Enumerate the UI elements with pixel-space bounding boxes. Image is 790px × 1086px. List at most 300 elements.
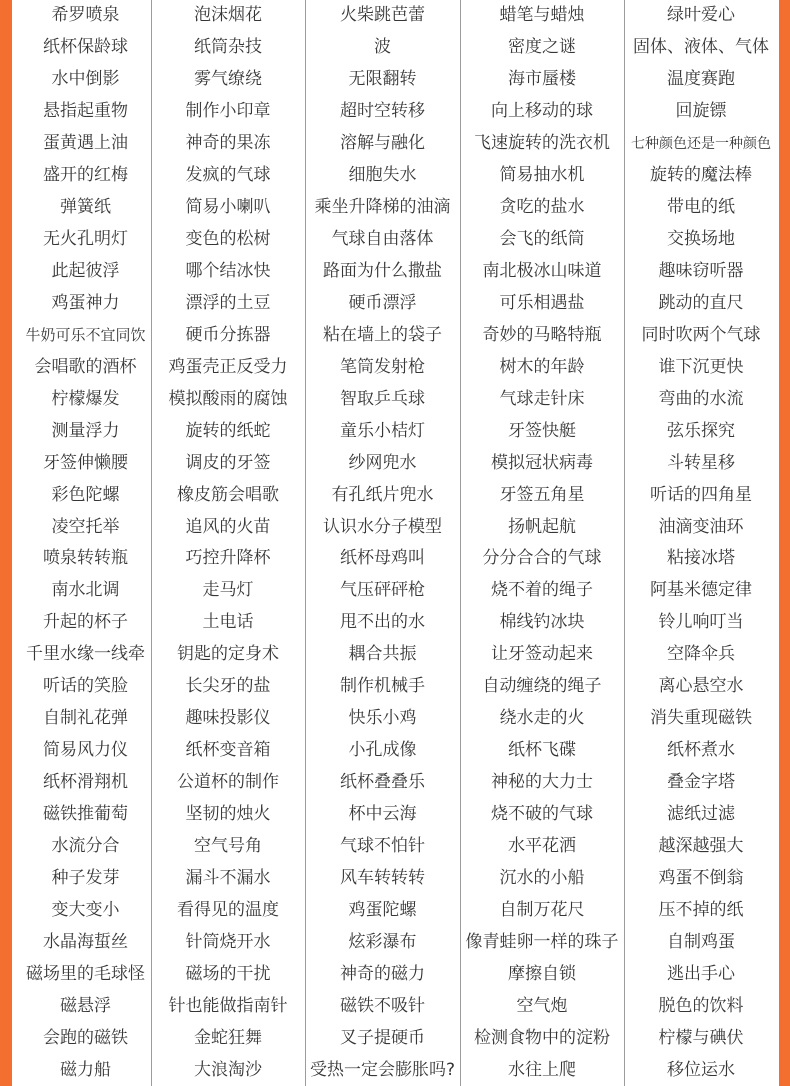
table-cell: [460, 479, 624, 511]
table-cell: [20, 990, 151, 1022]
table-cell: [151, 160, 305, 192]
table-cell: [624, 703, 778, 735]
experiment-name: 棉线钓冰块: [499, 612, 585, 633]
experiment-name: 蜡笔与蜡烛: [499, 5, 585, 26]
experiment-name: 鸡蛋陀螺: [348, 899, 417, 920]
experiment-name: 土电话: [202, 612, 254, 633]
table-cell: [624, 639, 778, 671]
experiment-name: 发疯的气球: [185, 165, 271, 186]
table-cell: [305, 287, 460, 319]
table-cell: [460, 128, 624, 160]
table-cell: [460, 32, 624, 64]
experiment-name: 奇妙的马略特瓶: [482, 324, 602, 345]
experiment-name: 牙签快艇: [508, 420, 576, 441]
table-cell: [624, 735, 778, 767]
table-cell: [20, 192, 151, 224]
table-cell: [20, 607, 151, 639]
table-cell: [460, 990, 624, 1022]
experiment-name: 看得见的温度: [177, 899, 279, 920]
experiment-name: 巧控升降杯: [185, 548, 271, 569]
experiment-name: 可乐相遇盐: [499, 292, 585, 313]
table-cell: [460, 96, 624, 128]
table-cell: [305, 224, 460, 256]
table-cell: [20, 351, 151, 383]
experiment-name: 长尖牙的盐: [185, 676, 271, 697]
experiment-name: 大浪淘沙: [194, 1059, 262, 1080]
experiment-name: 追风的火苗: [185, 516, 271, 537]
table-cell: [151, 511, 305, 543]
experiment-name: 南水北调: [51, 580, 120, 601]
experiment-name: 纸杯煮水: [667, 740, 735, 761]
table-cell: [151, 479, 305, 511]
table-cell: [460, 767, 624, 799]
experiment-name: 有孔纸片兜水: [331, 484, 434, 505]
table-cell: [460, 799, 624, 831]
table-cell: [151, 351, 305, 383]
experiment-name: 无火孔明灯: [43, 229, 128, 250]
experiment-name: 听话的四角星: [650, 484, 752, 505]
experiment-name: 油滴变油环: [658, 516, 744, 537]
experiment-name: 快乐小鸡: [348, 708, 417, 729]
table-cell: [460, 64, 624, 96]
table-cell: [460, 1054, 624, 1086]
table-cell: [20, 256, 151, 288]
table-cell: [151, 1054, 305, 1086]
experiment-name: 粘接冰塔: [667, 548, 735, 569]
table-cell: [20, 671, 151, 703]
table-cell: [20, 894, 151, 926]
experiment-name: 飞速旋转的洗衣机: [474, 133, 610, 154]
experiment-name: 柠檬爆发: [51, 388, 120, 409]
experiment-name: 金蛇狂舞: [194, 1027, 262, 1048]
experiment-name: 磁场里的毛球怪: [26, 963, 145, 984]
experiment-name: 针筒烧开水: [185, 931, 271, 952]
table-cell: [305, 96, 460, 128]
experiment-name: 叠金字塔: [667, 772, 735, 793]
table-cell: [20, 543, 151, 575]
table-cell: [305, 351, 460, 383]
right-orange-border: [779, 0, 790, 1086]
experiment-name: 漂浮的土豆: [185, 292, 271, 313]
experiment-name: 固体、液体、气体: [633, 37, 769, 58]
table-cell: [20, 160, 151, 192]
experiment-name: 逃出手心: [667, 963, 735, 984]
table-cell: [624, 256, 778, 288]
experiment-name: 弹簧纸: [60, 197, 111, 218]
table-cell: [305, 1022, 460, 1054]
table-cell: [624, 671, 778, 703]
experiment-name: 制作机械手: [340, 676, 425, 697]
experiment-name: 磁场的干扰: [185, 963, 271, 984]
experiment-name: 回旋镖: [675, 101, 727, 122]
table-cell: [460, 415, 624, 447]
table-cell: [20, 224, 151, 256]
experiment-name: 漏斗不漏水: [185, 867, 271, 888]
table-cell: [460, 703, 624, 735]
table-cell: [20, 0, 151, 32]
left-orange-border: [0, 0, 12, 1086]
table-cell: [624, 894, 778, 926]
column-divider: [151, 0, 152, 1086]
table-cell: [305, 799, 460, 831]
experiment-name: 泡沫烟花: [194, 5, 262, 26]
table-cell: [305, 830, 460, 862]
table-cell: [20, 319, 151, 351]
table-cell: [20, 926, 151, 958]
table-cell: [305, 256, 460, 288]
table-cell: [20, 575, 151, 607]
experiment-name: 磁力船: [60, 1059, 111, 1080]
table-cell: [624, 1022, 778, 1054]
table-cell: [305, 64, 460, 96]
experiment-name: 叉子提硬币: [340, 1027, 425, 1048]
table-cell: [151, 287, 305, 319]
experiment-name: 烧不着的绳子: [491, 580, 593, 601]
table-cell: [305, 671, 460, 703]
experiment-name: 简易风力仪: [43, 740, 128, 761]
experiment-name: 七种颜色还是一种颜色: [631, 135, 771, 152]
experiment-name: 神奇的磁力: [340, 963, 425, 984]
table-cell: [151, 767, 305, 799]
table-cell: [305, 447, 460, 479]
experiment-name: 斗转星移: [667, 452, 735, 473]
experiment-name: 波: [374, 37, 391, 58]
experiment-name: 纸杯飞碟: [508, 740, 576, 761]
experiment-name: 彩色陀螺: [51, 484, 120, 505]
table-cell: [460, 894, 624, 926]
experiment-name: 绕水走的火: [499, 708, 585, 729]
experiment-name: 自动缠绕的绳子: [482, 676, 602, 697]
experiment-name: 溶解与融化: [340, 133, 425, 154]
table-cell: [151, 319, 305, 351]
experiment-name: 升起的杯子: [43, 612, 128, 633]
experiment-name: 绿叶爱心: [667, 5, 735, 26]
table-cell: [151, 639, 305, 671]
experiment-name: 压不掉的纸: [658, 899, 744, 920]
table-cell: [624, 224, 778, 256]
table-cell: [305, 383, 460, 415]
table-cell: [20, 639, 151, 671]
experiment-name: 扬帆起航: [508, 516, 576, 537]
experiment-name: 鸡蛋神力: [51, 292, 120, 313]
experiment-name: 简易抽水机: [499, 165, 585, 186]
table-cell: [151, 383, 305, 415]
table-cell: [151, 862, 305, 894]
table-cell: [20, 958, 151, 990]
experiment-name: 趣味窃听器: [658, 260, 744, 281]
experiment-name: 摩擦自锁: [508, 963, 576, 984]
table-cell: [624, 1054, 778, 1086]
experiment-name: 自制鸡蛋: [667, 931, 735, 952]
table-cell: [305, 1054, 460, 1086]
table-cell: [624, 383, 778, 415]
experiment-name: 种子发芽: [51, 867, 120, 888]
experiment-name: 磁铁推葡萄: [43, 803, 128, 824]
table-cell: [151, 894, 305, 926]
experiment-name: 纸杯滑翔机: [43, 772, 128, 793]
experiment-name: 路面为什么撒盐: [323, 260, 442, 281]
experiment-name: 气球不怕针: [340, 835, 425, 856]
experiment-name: 细胞失水: [348, 165, 417, 186]
table-cell: [460, 511, 624, 543]
experiment-name: 磁悬浮: [60, 995, 111, 1016]
experiment-name: 杯中云海: [348, 803, 417, 824]
table-cell: [305, 32, 460, 64]
table-cell: [151, 990, 305, 1022]
experiment-name: 自制礼花弹: [43, 708, 128, 729]
table-cell: [151, 735, 305, 767]
table-cell: [624, 511, 778, 543]
table-cell: [151, 703, 305, 735]
experiment-name: 制作小印章: [185, 101, 271, 122]
table-cell: [151, 415, 305, 447]
table-cell: [460, 543, 624, 575]
experiment-name: 水流分合: [51, 835, 120, 856]
experiment-name: 越深越强大: [658, 835, 744, 856]
table-cell: [151, 256, 305, 288]
experiment-name: 会跑的磁铁: [43, 1027, 128, 1048]
experiment-name: 小孔成像: [348, 740, 417, 761]
experiment-name: 纸杯变音箱: [185, 740, 271, 761]
table-cell: [20, 96, 151, 128]
table-cell: [624, 96, 778, 128]
table-cell: [305, 958, 460, 990]
experiment-table: [20, 0, 778, 1086]
experiment-name: 旋转的纸蛇: [185, 420, 271, 441]
experiment-name: 走马灯: [202, 580, 254, 601]
table-cell: [460, 1022, 624, 1054]
table-cell: [624, 415, 778, 447]
table-cell: [305, 926, 460, 958]
experiment-name: 气球自由落体: [331, 229, 434, 250]
table-cell: [624, 32, 778, 64]
experiment-name: 空气号角: [194, 835, 262, 856]
experiment-name: 柠檬与碘伏: [658, 1027, 744, 1048]
table-cell: [460, 0, 624, 32]
experiment-name: 纸杯母鸡叫: [340, 548, 425, 569]
experiment-name: 水平花洒: [508, 835, 576, 856]
table-cell: [305, 543, 460, 575]
table-cell: [151, 0, 305, 32]
table-cell: [151, 926, 305, 958]
experiment-name: 海市蜃楼: [508, 69, 576, 90]
table-cell: [20, 830, 151, 862]
experiment-name: 盛开的红梅: [43, 165, 128, 186]
experiment-name: 甩不出的水: [340, 612, 425, 633]
table-cell: [20, 383, 151, 415]
experiment-name: 喷泉转转瓶: [43, 548, 128, 569]
table-cell: [305, 894, 460, 926]
table-cell: [20, 287, 151, 319]
experiment-name: 听话的笑脸: [43, 676, 128, 697]
table-cell: [151, 224, 305, 256]
table-cell: [305, 862, 460, 894]
experiment-name: 移位运水: [667, 1059, 735, 1080]
table-cell: [460, 224, 624, 256]
table-cell: [624, 128, 778, 160]
experiment-name: 钥匙的定身术: [177, 644, 279, 665]
experiment-name: 公道杯的制作: [177, 772, 279, 793]
experiment-name: 沉水的小船: [499, 867, 585, 888]
experiment-name: 让牙签动起来: [491, 644, 593, 665]
experiment-name: 谁下沉更快: [658, 356, 744, 377]
experiment-name: 鸡蛋不倒翁: [658, 867, 744, 888]
experiment-name: 认识水分子模型: [323, 516, 442, 537]
table-cell: [20, 447, 151, 479]
experiment-name: 硬币分拣器: [185, 324, 271, 345]
experiment-name: 纸杯保龄球: [43, 37, 128, 58]
table-cell: [624, 192, 778, 224]
experiment-name: 超时空转移: [340, 101, 425, 122]
experiment-name: 阿基米德定律: [650, 580, 752, 601]
column-divider: [460, 0, 461, 1086]
table-cell: [20, 415, 151, 447]
experiment-name: 牛奶可乐不宜同饮: [25, 325, 146, 344]
table-cell: [305, 703, 460, 735]
experiment-name: 水晶海蜇丝: [43, 931, 128, 952]
table-cell: [460, 447, 624, 479]
experiment-name: 鸡蛋壳正反受力: [168, 356, 288, 377]
table-cell: [460, 607, 624, 639]
table-cell: [20, 32, 151, 64]
table-cell: [20, 479, 151, 511]
table-cell: [305, 607, 460, 639]
experiment-name: 滤纸过滤: [667, 803, 735, 824]
experiment-name: 乘坐升降梯的油滴: [314, 197, 451, 218]
experiment-name: 千里水缘一线牵: [26, 644, 145, 665]
experiment-name: 智取乒乓球: [340, 388, 425, 409]
table-cell: [151, 96, 305, 128]
experiment-name: 变色的松树: [185, 229, 271, 250]
experiment-name: 测量浮力: [51, 420, 120, 441]
table-cell: [460, 926, 624, 958]
experiment-name: 同时吹两个气球: [641, 324, 761, 345]
table-cell: [460, 958, 624, 990]
table-cell: [151, 543, 305, 575]
experiment-name: 空气炮: [516, 995, 568, 1016]
experiment-name: 蛋黄遇上油: [43, 133, 128, 154]
table-cell: [624, 351, 778, 383]
experiment-name: 分分合合的气球: [482, 548, 602, 569]
table-cell: [151, 64, 305, 96]
experiment-name: 像青蛙卵一样的珠子: [465, 931, 619, 952]
experiment-name: 模拟酸雨的腐蚀: [168, 388, 288, 409]
experiment-name: 趣味投影仪: [185, 708, 271, 729]
table-cell: [151, 128, 305, 160]
table-cell: [151, 799, 305, 831]
table-cell: [460, 575, 624, 607]
table-cell: [624, 0, 778, 32]
table-cell: [624, 767, 778, 799]
experiment-name: 弦乐探究: [667, 420, 735, 441]
table-cell: [624, 862, 778, 894]
table-cell: [460, 639, 624, 671]
table-cell: [20, 767, 151, 799]
table-cell: [305, 0, 460, 32]
experiment-name: 雾气缭绕: [194, 69, 262, 90]
table-cell: [305, 511, 460, 543]
table-cell: [20, 1022, 151, 1054]
experiment-name: 风车转转转: [340, 867, 425, 888]
table-cell: [624, 287, 778, 319]
table-cell: [20, 64, 151, 96]
table-cell: [624, 990, 778, 1022]
table-cell: [460, 287, 624, 319]
table-cell: [20, 703, 151, 735]
experiment-name: 童乐小桔灯: [340, 420, 425, 441]
experiment-name: 离心悬空水: [658, 676, 744, 697]
experiment-name: 水中倒影: [51, 69, 120, 90]
table-cell: [624, 319, 778, 351]
experiment-name: 火柴跳芭蕾: [340, 5, 425, 26]
table-cell: [624, 830, 778, 862]
experiment-name: 神秘的大力士: [491, 772, 593, 793]
experiment-name: 坚韧的烛火: [185, 803, 271, 824]
experiment-name: 凌空托举: [51, 516, 120, 537]
experiment-name: 会飞的纸筒: [499, 229, 585, 250]
experiment-name: 贪吃的盐水: [499, 197, 585, 218]
table-cell: [624, 64, 778, 96]
experiment-name: 交换场地: [667, 229, 735, 250]
experiment-name: 哪个结冰快: [185, 260, 271, 281]
experiment-name: 变大变小: [51, 899, 120, 920]
table-cell: [151, 607, 305, 639]
experiment-name: 耦合共振: [348, 644, 417, 665]
table-cell: [624, 926, 778, 958]
experiment-name: 牙签伸懒腰: [43, 452, 128, 473]
experiment-name: 神奇的果冻: [185, 133, 271, 154]
table-cell: [460, 319, 624, 351]
experiment-name: 树木的年龄: [499, 356, 585, 377]
experiment-name: 温度赛跑: [667, 69, 735, 90]
experiment-name: 橡皮筋会唱歌: [177, 484, 279, 505]
experiment-name: 纸杯叠叠乐: [340, 772, 425, 793]
table-cell: [624, 160, 778, 192]
experiment-name: 笔筒发射枪: [340, 356, 425, 377]
table-cell: [460, 192, 624, 224]
experiment-name: 牙签五角星: [499, 484, 585, 505]
experiment-name: 纱网兜水: [348, 452, 417, 473]
table-cell: [305, 575, 460, 607]
table-cell: [305, 160, 460, 192]
experiment-name: 消失重现磁铁: [650, 708, 752, 729]
table-cell: [460, 160, 624, 192]
column-divider: [624, 0, 625, 1086]
experiment-name: 旋转的魔法棒: [650, 165, 752, 186]
table-cell: [460, 256, 624, 288]
table-cell: [624, 479, 778, 511]
table-cell: [460, 862, 624, 894]
table-cell: [624, 958, 778, 990]
table-cell: [151, 447, 305, 479]
table-cell: [460, 735, 624, 767]
experiment-name: 粘在墙上的袋子: [323, 324, 442, 345]
table-cell: [305, 415, 460, 447]
experiment-name: 向上移动的球: [491, 101, 593, 122]
table-cell: [151, 830, 305, 862]
experiment-name: 此起彼浮: [51, 260, 120, 281]
table-cell: [460, 671, 624, 703]
table-cell: [20, 128, 151, 160]
table-cell: [151, 32, 305, 64]
table-cell: [305, 479, 460, 511]
table-cell: [151, 575, 305, 607]
experiment-name: 铃儿响叮当: [658, 612, 744, 633]
experiment-name: 简易小喇叭: [185, 197, 271, 218]
table-cell: [624, 575, 778, 607]
experiment-name: 空降伞兵: [667, 644, 735, 665]
experiment-name: 气球走针床: [499, 388, 585, 409]
